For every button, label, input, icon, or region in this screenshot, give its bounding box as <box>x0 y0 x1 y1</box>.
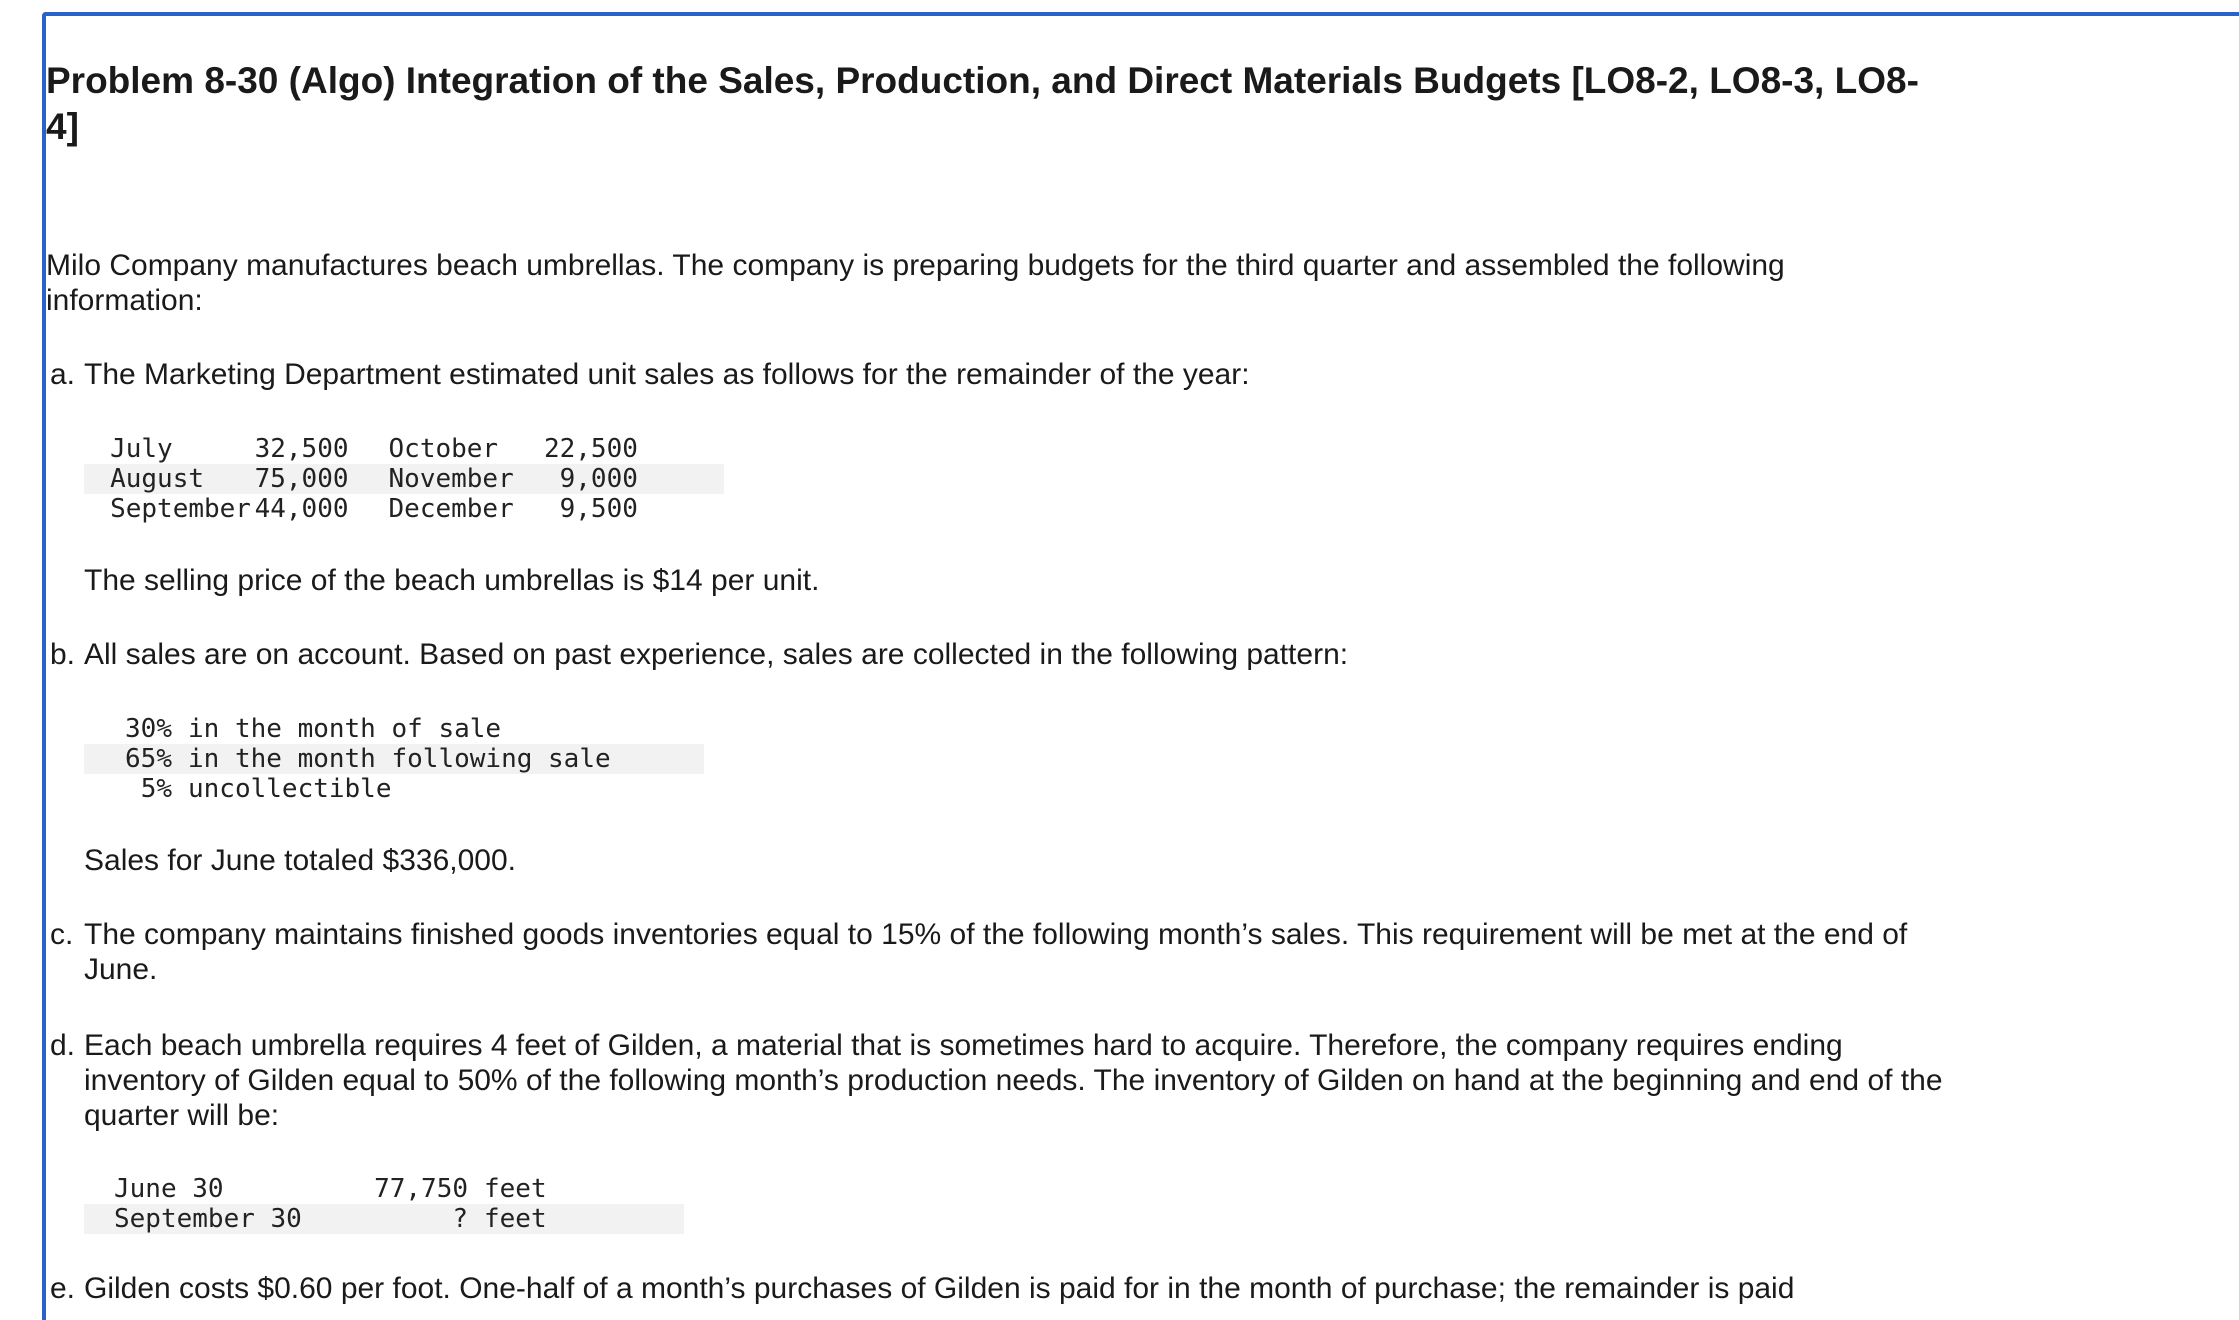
item-c-text: The company maintains finished goods inventories equal to 15% of the following month’s sales. This requirement will be met at the end of June. <box>84 918 1908 986</box>
problem-title: Problem 8-30 (Algo) Integration of the Sales, Production, and Direct Materials Budgets [LO8-2, LO8-3, LO8-4] <box>46 60 1919 147</box>
inventory-date: September 30 <box>114 1204 302 1234</box>
table-row <box>84 714 704 744</box>
intro-paragraph: Milo Company manufactures beach umbrellas. The company is preparing budgets for the third quarter and assembled the following information: <box>46 249 1785 317</box>
collection-percent: 30% <box>125 714 172 744</box>
sales-value: 9,000 <box>559 464 638 494</box>
table-row <box>84 464 724 494</box>
table-row <box>84 1174 684 1204</box>
table-row <box>84 774 704 804</box>
sales-value: 22,500 <box>543 434 638 464</box>
selling-price-note: The selling price of the beach umbrellas is $14 per unit. <box>84 564 820 597</box>
item-b-label: b. <box>50 638 76 671</box>
item-e-label: e. <box>50 1272 76 1305</box>
inventory-unit: feet <box>484 1204 547 1234</box>
collection-description: in the month following sale <box>188 744 611 774</box>
table-row <box>84 434 724 464</box>
sales-table <box>84 434 724 524</box>
collection-description: uncollectible <box>188 774 392 804</box>
item-c-label: c. <box>50 918 74 951</box>
item-d-label: d. <box>50 1029 76 1062</box>
sales-month: October <box>388 434 499 464</box>
gilden-inventory-table <box>84 1174 684 1234</box>
collection-percent: 5% <box>140 774 172 804</box>
inventory-date: June 30 <box>114 1174 224 1204</box>
sales-month: September <box>110 494 251 524</box>
sales-value: 44,000 <box>254 494 349 524</box>
collection-percent: 65% <box>125 744 172 774</box>
sales-month: July <box>110 434 173 464</box>
collection-description: in the month of sale <box>188 714 502 744</box>
inventory-quantity: 77,750 <box>374 1174 468 1204</box>
collection-pattern-table <box>84 714 704 804</box>
item-d-text: Each beach umbrella requires 4 feet of Gilden, a material that is sometimes hard to acquire. Therefore, the company requires ending inventory of Gilden equal to 50% of the following month’s production needs. The inventory of Gilden on hand at the beginning and end of the quarter will be: <box>84 1029 1943 1132</box>
item-a-text: The Marketing Department estimated unit sales as follows for the remainder of the year: <box>84 358 1250 391</box>
sales-month: August <box>110 464 204 494</box>
item-b-text: All sales are on account. Based on past experience, sales are collected in the following pattern: <box>84 638 1349 671</box>
sales-value: 32,500 <box>254 434 349 464</box>
item-a-label: a. <box>50 358 76 391</box>
inventory-quantity: ? <box>452 1204 468 1234</box>
item-e-text: Gilden costs $0.60 per foot. One-half of a month’s purchases of Gilden is paid for in the month of purchase; the remainder is paid <box>84 1272 1795 1305</box>
june-sales-note: Sales for June totaled $336,000. <box>84 844 516 877</box>
table-row <box>84 1204 684 1234</box>
sales-month: December <box>388 494 514 524</box>
sales-month: November <box>388 464 514 494</box>
table-row <box>84 744 704 774</box>
sales-value: 75,000 <box>254 464 349 494</box>
inventory-unit: feet <box>484 1174 547 1204</box>
table-row <box>84 494 724 524</box>
sales-value: 9,500 <box>559 494 638 524</box>
